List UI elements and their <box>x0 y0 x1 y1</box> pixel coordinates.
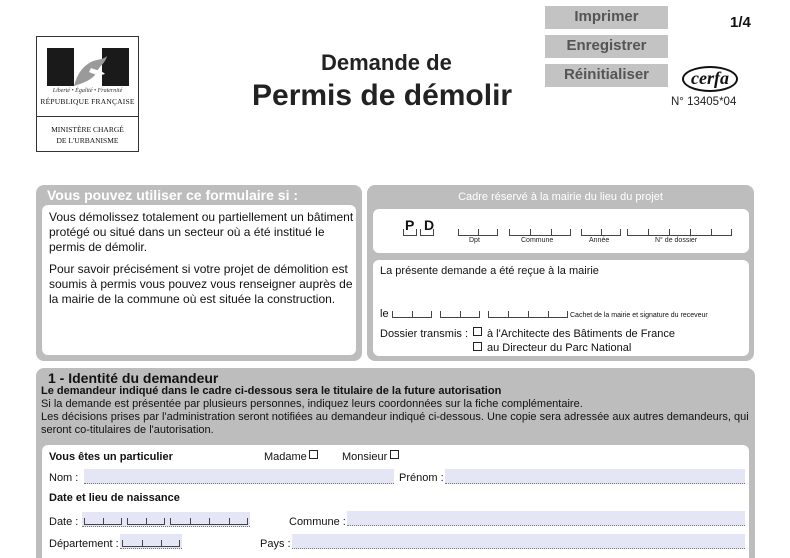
pays-label: Pays : <box>260 538 291 550</box>
mairie-heading: Cadre réservé à la mairie du lieu du projet <box>458 191 663 203</box>
section1-heading: 1 - Identité du demandeur <box>48 370 219 386</box>
prenom-input[interactable] <box>445 469 745 484</box>
reception-day-input[interactable] <box>392 311 432 318</box>
mairie-reserved-box <box>367 185 754 361</box>
devise-text: Liberté • Égalité • Fraternité <box>52 88 123 94</box>
page-number: 1/4 <box>730 14 751 31</box>
parc-national-checkbox[interactable] <box>473 342 482 351</box>
dossier-seg-box[interactable] <box>403 229 417 236</box>
usage-info-heading: Vous pouvez utiliser ce formulaire si : <box>47 187 299 203</box>
dossier-number-box <box>373 209 749 253</box>
seg-label-commune: Commune <box>521 237 554 244</box>
cachet-label: Cachet de la mairie et signature du receveur <box>570 312 708 319</box>
reset-button[interactable]: Réinitialiser <box>545 64 668 87</box>
dossier-prefix-p: P <box>405 217 415 233</box>
reception-box <box>373 260 749 356</box>
annee-input[interactable] <box>581 229 621 236</box>
commune-naissance-label: Commune : <box>289 516 346 528</box>
usage-info-body <box>42 205 356 355</box>
abf-option-label: à l'Architecte des Bâtiments de France <box>487 328 675 340</box>
departement-boxes <box>122 540 180 547</box>
prenom-label: Prénom : <box>399 472 444 484</box>
form-title-line2: Permis de démolir <box>252 79 513 112</box>
section1-intro-line: Les décisions prises par l'administration seront notifiées au demandeur indiqué ci-dessous. Une copie sera adressée aux autres demandeurs, qui <box>41 411 749 423</box>
ministere-line1: MINISTÈRE CHARGÉ <box>51 125 124 134</box>
particulier-heading: Vous êtes un particulier <box>49 451 173 463</box>
naissance-month-boxes <box>127 518 165 525</box>
madame-label: Madame <box>264 451 307 463</box>
pays-input[interactable] <box>292 534 745 549</box>
usage-info-paragraph: Pour savoir précisément si votre projet de démolition est soumis à permis vous pouvez vous renseigner auprès de la mairie de la commune où est située la construction. <box>49 262 353 306</box>
section1-intro-line: Si la demande est présentée par plusieurs personnes, indiquez leurs coordonnées sur la fiche complémentaire. <box>41 398 583 410</box>
date-le-label: le <box>380 308 389 320</box>
section1-intro-line: seront co-titulaires de l'autorisation. <box>41 424 214 436</box>
form-title-line1: Demande de <box>321 50 452 75</box>
departement-input[interactable] <box>120 534 182 549</box>
save-button[interactable]: Enregistrer <box>545 35 668 58</box>
usage-info-box <box>36 185 362 361</box>
ministere-text <box>37 124 138 146</box>
section1-intro-bold: Le demandeur indiqué dans le cadre ci-dessous sera le titulaire de la future autorisation <box>41 385 502 397</box>
marianne-icon <box>47 48 129 86</box>
rf-block <box>37 37 138 117</box>
republique-text: RÉPUBLIQUE FRANÇAISE <box>40 97 135 106</box>
republique-francaise-logo <box>36 36 139 152</box>
seg-label-annee: Année <box>589 237 610 244</box>
date-naissance-input[interactable] <box>82 512 250 527</box>
numero-dossier-input[interactable] <box>627 229 732 236</box>
dossier-prefix-d: D <box>424 217 435 233</box>
departement-label: Département : <box>49 538 119 550</box>
commune-naissance-input[interactable] <box>347 511 745 526</box>
abf-checkbox[interactable] <box>473 327 482 336</box>
cerfa-number: N° 13405*04 <box>671 96 737 108</box>
nom-input[interactable] <box>84 469 394 484</box>
seg-label-dpt: Dpt <box>469 237 480 244</box>
dossier-seg-box[interactable] <box>420 229 434 236</box>
nom-label: Nom : <box>49 472 79 484</box>
seg-label-dossier: N° de dossier <box>655 237 698 244</box>
monsieur-label: Monsieur <box>342 451 388 463</box>
usage-info-paragraph: Vous démolissez totalement ou partiellement un bâtiment protégé ou situé dans un secteur où a été institué le permis de démolir. <box>49 210 354 254</box>
naissance-day-boxes <box>84 518 122 525</box>
date-naissance-label: Date : <box>49 516 79 528</box>
reception-month-input[interactable] <box>440 311 480 318</box>
dpt-input[interactable] <box>458 229 498 236</box>
reception-year-input[interactable] <box>488 311 568 318</box>
particulier-form <box>42 445 749 558</box>
cerfa-logo: cerfa <box>682 66 738 92</box>
monsieur-checkbox[interactable] <box>390 450 399 459</box>
print-button[interactable]: Imprimer <box>545 6 668 29</box>
reception-text: La présente demande a été reçue à la mairie <box>380 265 599 277</box>
dossier-transmis-label: Dossier transmis : <box>380 328 469 340</box>
ministere-line2: DE L'URBANISME <box>56 136 119 145</box>
naissance-heading: Date et lieu de naissance <box>49 492 180 504</box>
commune-code-input[interactable] <box>509 229 571 236</box>
naissance-year-boxes <box>170 518 248 525</box>
section-identite-demandeur <box>36 368 755 558</box>
parc-national-option-label: au Directeur du Parc National <box>487 342 632 354</box>
madame-checkbox[interactable] <box>309 450 318 459</box>
